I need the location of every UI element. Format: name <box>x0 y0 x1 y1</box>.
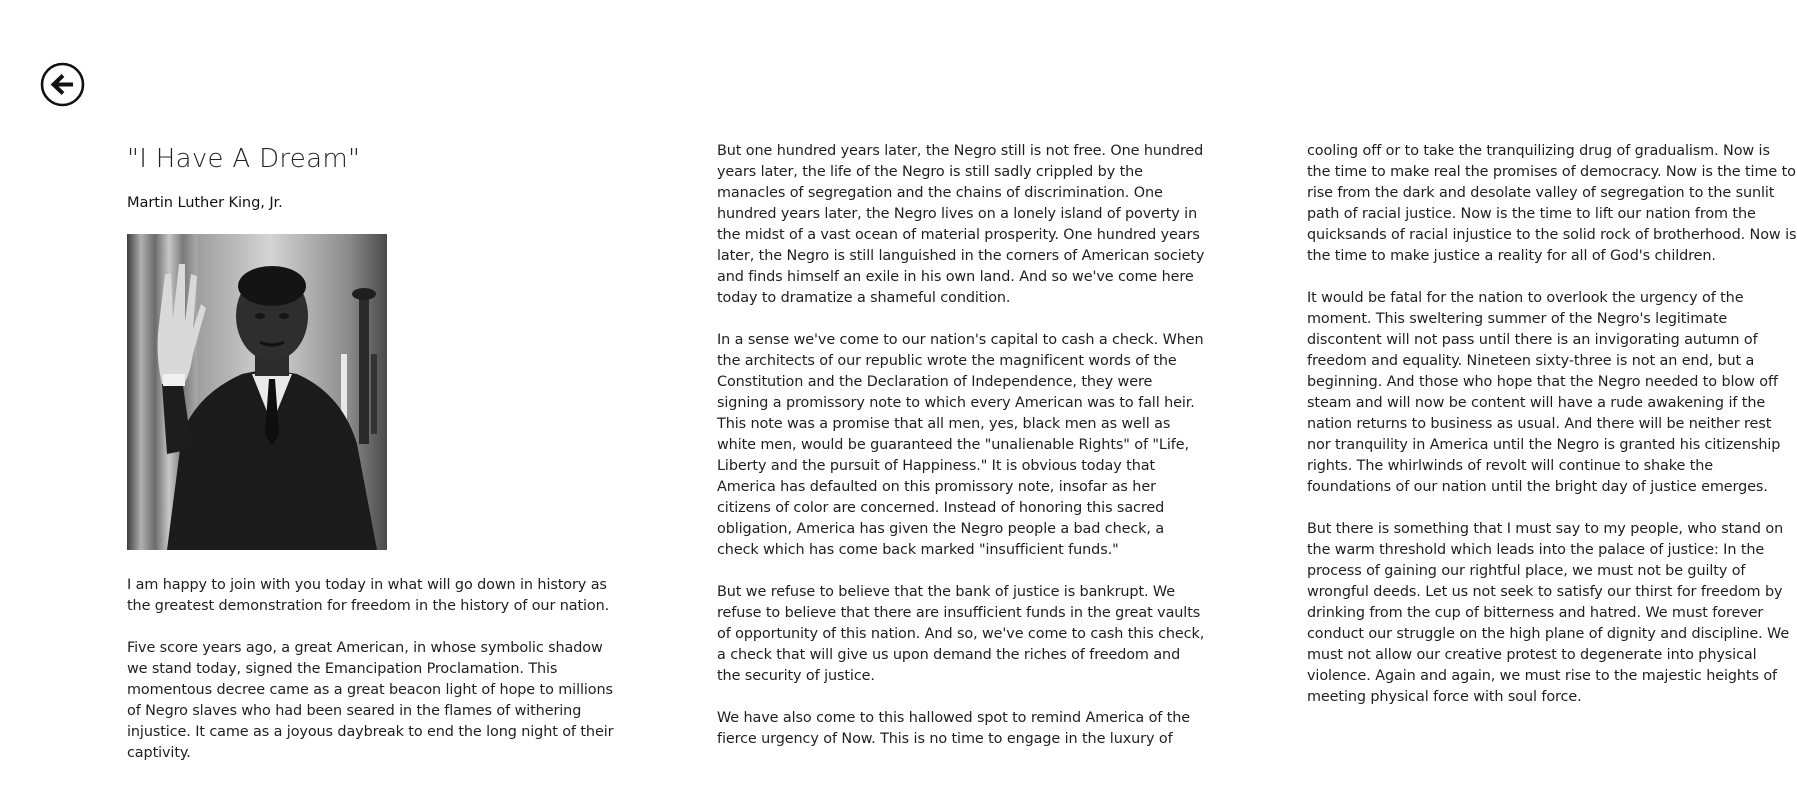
portrait-photo <box>127 234 387 550</box>
paragraph: But we refuse to believe that the bank of justice is bankrupt. We refuse to believe that there are insufficient funds in the great vaults of opportunity of this nation. And so, we've come to cash this check, a check that will give us upon demand the riches of freedom and the security of justice. <box>717 584 1205 684</box>
article-title: "I Have A Dream" <box>127 144 361 174</box>
paragraph: But one hundred years later, the Negro still is not free. One hundred years later, the life of the Negro is still sadly crippled by the manacles of segregation and the chains of discrimination. One hundred years later, the Negro lives on a lonely island of poverty in the midst of a vast ocean of material prosperity. One hundred years later, the Negro is still languished in the corners of American society and finds himself an exile in his own land. And so we've come here today to dramatize a shameful condition. <box>717 143 1205 306</box>
article-author: Martin Luther King, Jr. <box>127 194 283 211</box>
paragraph: We have also come to this hallowed spot to remind America of the fierce urgency of Now. This is no time to engage in the luxury of <box>717 710 1191 747</box>
paragraph: cooling off or to take the tranquilizing drug of gradualism. Now is the time to make real the promises of democracy. Now is the time to rise from the dark and desolate valley of segregation to the sunlit path of racial justice. Now is the time to lift our nation from the quicksands of racial injustice to the solid rock of brotherhood. Now is the time to make justice a reality for all of God's children. <box>1307 143 1797 264</box>
article-column-3 <box>1307 141 1797 729</box>
portrait-illustration <box>127 234 387 550</box>
paragraph: In a sense we've come to our nation's capital to cash a check. When the architects of our republic wrote the magnificent words of the Constitution and the Declaration of Independence, they were signing a promissory note to which every American was to fall heir. This note was a promise that all men, yes, black men as well as white men, would be guaranteed the "unalienable Rights" of "Life, Liberty and the pursuit of Happiness." It is obvious today that America has defaulted on this promissory note, insofar as her citizens of color are concerned. Instead of honoring this sacred obligation, America has given the Negro people a bad check, a check which has come back marked "insufficient funds." <box>717 332 1204 558</box>
back-arrow-circle-icon[interactable] <box>40 62 85 107</box>
paragraph: But there is something that I must say to my people, who stand on the warm threshold which leads into the palace of justice: In the process of gaining our rightful place, we must not be guilty of wrongful deeds. Let us not seek to satisfy our thirst for freedom by drinking from the cup of bitterness and hatred. We must forever conduct our struggle on the high plane of dignity and discipline. We must not allow our creative protest to degenerate into physical violence. Again and again, we must rise to the majestic heights of meeting physical force with soul force. <box>1307 521 1790 705</box>
article-column-1 <box>127 140 617 785</box>
paragraph: I am happy to join with you today in what will go down in history as the greatest demonstration for freedom in the history of our nation. <box>127 577 610 614</box>
back-button[interactable] <box>40 62 85 107</box>
paragraph: Five score years ago, a great American, in whose symbolic shadow we stand today, signed the Emancipation Proclamation. This momentous decree came as a great beacon light of hope to millions of Negro slaves who had been seared in the flames of withering injustice. It came as a joyous daybreak to end the long night of their captivity. <box>127 640 614 761</box>
article-column-2 <box>717 141 1207 771</box>
paragraph: It would be fatal for the nation to overlook the urgency of the moment. This sweltering summer of the Negro's legitimate discontent will not pass until there is an invigorating autumn of freedom and equality. Nineteen sixty-three is not an end, but a beginning. And those who hope that the Negro needed to blow off steam and will now be content will have a rude awakening if the nation returns to business as usual. And there will be neither rest nor tranquility in America until the Negro is granted his citizenship rights. The whirlwinds of revolt will continue to shake the foundations of our nation until the bright day of justice emerges. <box>1307 290 1781 495</box>
